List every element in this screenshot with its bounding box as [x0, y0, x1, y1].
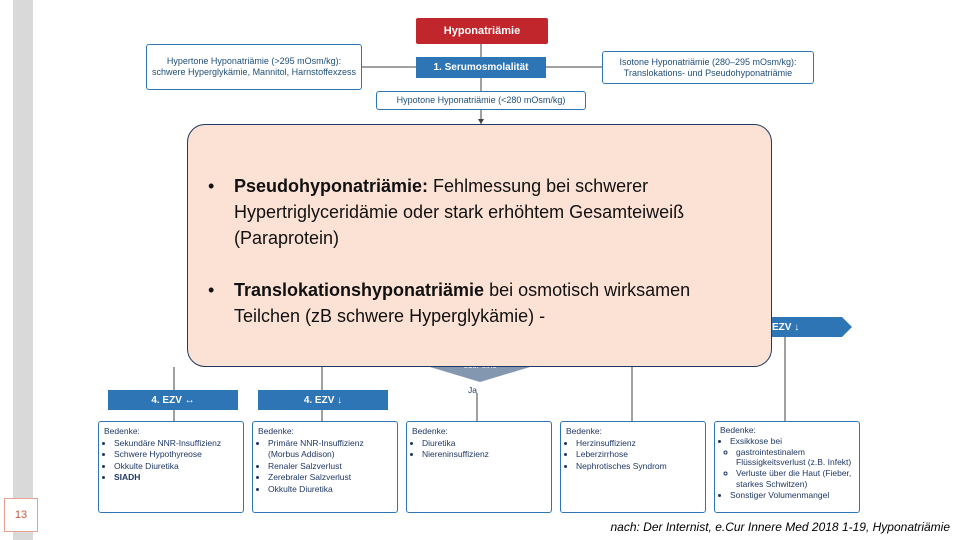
source-citation: nach: Der Internist, e.Cur Innere Med 2018 1-19, Hyponatriämie: [610, 520, 950, 534]
title-box: Hyponatriämie: [416, 18, 548, 44]
list-item: • Renaler Salzverlust: [268, 461, 392, 473]
bedenke-title: Bedenke:: [412, 426, 448, 436]
bullet-dot: •: [208, 280, 215, 300]
bedenke-title: Bedenke:: [258, 426, 294, 436]
list-subitem: ◦ gastrointestinalem Flüssigkeitsverlust (z.B. Infekt): [736, 447, 854, 469]
bedenke-box-3: [406, 421, 552, 513]
callout-text: Fehlmessung bei schwerer Hypertriglyceridämie oder stark erhöhtem Gesamteiweiß (Paraprotein): [234, 176, 685, 248]
bedenke-title: Bedenke:: [104, 426, 140, 436]
bullet-dot: •: [208, 176, 215, 196]
callout-overlay: [187, 124, 772, 367]
list-item: • Sonstiger Volumenmangel: [730, 490, 854, 501]
list-item: • Niereninsuffizienz: [422, 449, 546, 461]
list-item: • Primäre NNR-Insuffizienz (Morbus Addison): [268, 438, 392, 461]
list-item: • Diuretika: [422, 438, 546, 450]
list-subitem: ◦ Verluste über die Haut (Fieber, starkes Schwitzen): [736, 468, 854, 490]
bedenke-title: Bedenke:: [720, 425, 756, 435]
bedenke-box-5: [714, 421, 860, 513]
hypertone-box: Hypertone Hyponatriämie (>295 mOsm/kg): schwere Hyperglykämie, Mannitol, Harnstoffexzess: [146, 44, 362, 90]
list-item: • Okkulte Diuretika: [114, 461, 238, 473]
bedenke-box-4: [560, 421, 706, 513]
list-item: • Schwere Hypothyreose: [114, 449, 238, 461]
bedenke-box-1: [98, 421, 244, 513]
list-item: • Sekundäre NNR-Insuffizienz: [114, 438, 238, 450]
hypotone-box: Hypotone Hyponatriämie (<280 mOsm/kg): [376, 91, 586, 110]
list-item: • SIADH: [114, 472, 238, 484]
list-item: • Nephrotisches Syndrom: [576, 461, 700, 473]
slide-number: 13: [4, 498, 38, 532]
ezv-low-box: 4. EZV ↓: [258, 390, 388, 410]
list-item: • Herzinsuffizienz: [576, 438, 700, 450]
callout-term: Pseudohyponatriämie:: [234, 176, 429, 196]
callout-text: bei osmotisch wirksamen Teilchen (zB schwere Hyperglykämie) -: [234, 280, 691, 326]
isotone-box: Isotone Hyponatriämie (280–295 mOsm/kg): Translokations- und Pseudohyponatriämie: [602, 51, 814, 84]
yes-label: Ja: [468, 385, 477, 395]
list-item: • Exsikkose bei: [730, 436, 854, 447]
callout-bullet-pseudo: [208, 173, 741, 251]
list-item: • Leberzirrhose: [576, 449, 700, 461]
ezv-normal-box: 4. EZV ↔: [108, 390, 238, 410]
ezv-right-arrow-label: EZV ↓: [772, 321, 800, 333]
callout-bullet-translocation: [208, 277, 741, 329]
bedenke-box-2: [252, 421, 398, 513]
step1-serum-osmolality: 1. Serumosmolalität: [416, 57, 546, 78]
callout-term: Translokationshyponatriämie: [234, 280, 485, 300]
list-item: • Okkulte Diuretika: [268, 484, 392, 496]
list-item: • Zerebraler Salzverlust: [268, 472, 392, 484]
bedenke-title: Bedenke:: [566, 426, 602, 436]
